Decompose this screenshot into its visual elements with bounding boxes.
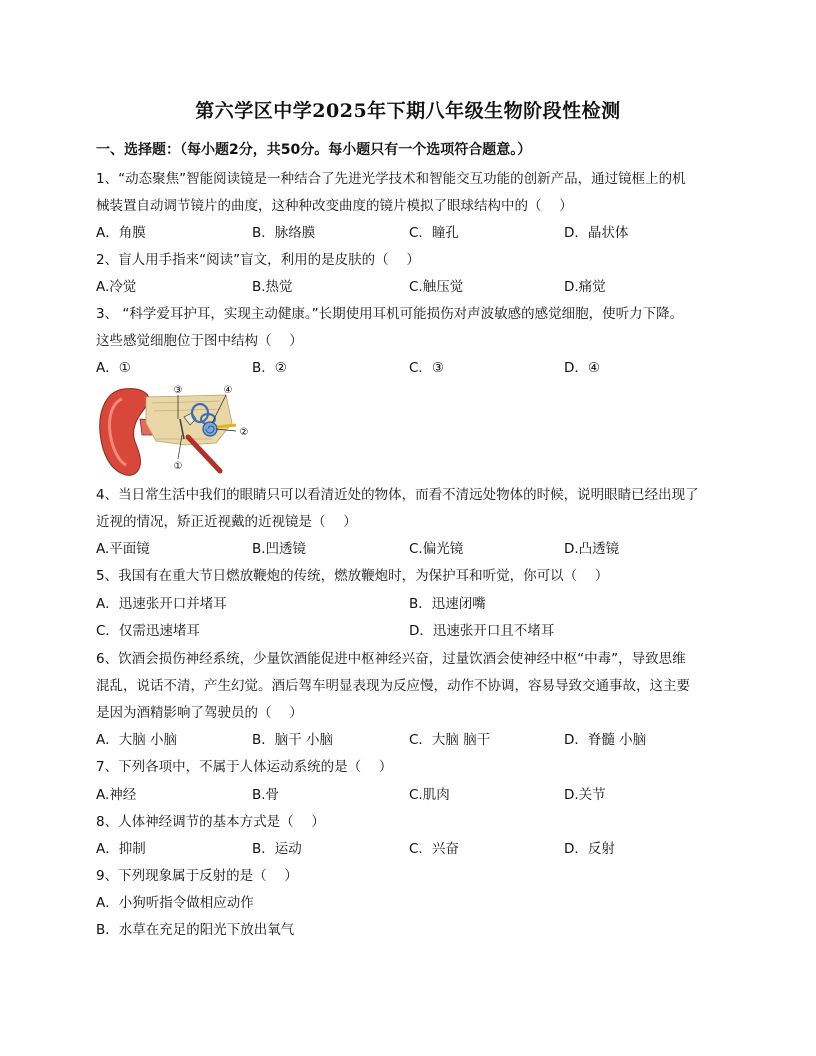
question-3-line-1: 3、 “科学爱耳护耳，实现主动健康。”长期使用耳机可能损伤对声波敏感的感觉细胞，使听力下降。 [96,306,684,322]
option-b: B．水草在充足的阳光下放出氧气 [96,922,295,938]
option-a: A．迅速张开口并堵耳 [96,596,227,612]
option-a: A．抑制 [96,841,146,857]
option-d: D．晶状体 [564,225,629,241]
option-a: A．① [96,360,131,376]
question-3-line-2: 这些感觉细胞位于图中结构（ ） [96,333,303,349]
question-6-line-3: 是因为酒精影响了驾驶员的（ ） [96,705,303,721]
question-6-line-1: 6、饮酒会损伤神经系统，少量饮酒能促进中枢神经兴奋，过量饮酒会使神经中枢“中毒”，导致思维 [96,651,686,667]
option-a: A．小狗听指令做相应动作 [96,895,254,911]
option-c: C．瞳孔 [409,225,459,241]
option-c: C．仅需迅速堵耳 [96,623,200,639]
option-d: D．脊髓 小脑 [564,732,647,748]
figure-label-2: ② [239,427,249,438]
question-7-line-1: 7、下列各项中，不属于人体运动系统的是（ ） [96,759,393,775]
exam-title: 第六学区中学2025年下期八年级生物阶段性检测 [195,100,621,122]
question-6-line-2: 混乱，说话不清，产生幻觉。酒后驾车明显表现为反应慢，动作不协调，容易导致交通事故，这主要 [96,678,690,694]
question-9-line-1: 9、下列现象属于反射的是（ ） [96,868,298,884]
option-d: D.痛觉 [564,279,606,295]
question-5-options-row-2 [96,622,736,640]
option-c: C．③ [409,360,445,376]
question-4-line-1: 4、当日常生活中我们的眼睛只可以看清近处的物体，而看不清远处物体的时候，说明眼睛已经出现了 [96,487,699,503]
option-b: B．② [252,360,287,376]
option-d: D．④ [564,360,600,376]
option-b: B．运动 [252,841,302,857]
question-8-options [96,840,736,858]
option-a: A．角膜 [96,225,146,241]
question-1-options [96,224,736,242]
question-7-options [96,786,736,804]
question-5-line-1: 5、我国有在重大节日燃放鞭炮的传统，燃放鞭炮时，为保护耳和听觉，你可以（ ） [96,568,609,584]
option-b: B.凹透镜 [252,541,307,557]
section-heading: 一、选择题：（每小题2分，共50分。每小题只有一个选项符合题意。） [96,142,532,158]
option-a: A.冷觉 [96,279,137,295]
ear-structure-figure [96,383,258,477]
option-c: C.偏光镜 [409,541,464,557]
option-c: C.触压觉 [409,279,464,295]
option-b: B．迅速闭嘴 [409,596,486,612]
option-d: D．迅速张开口且不堵耳 [409,623,555,639]
question-8-line-1: 8、人体神经调节的基本方式是（ ） [96,814,325,830]
figure-label-1: ① [173,461,183,472]
option-c: C.肌肉 [409,787,450,803]
question-6-options [96,731,736,749]
figure-label-3: ③ [173,385,183,396]
option-a: A.神经 [96,787,137,803]
question-2-options [96,278,736,296]
option-b: B.骨 [252,787,280,803]
question-2-line-1: 2、盲人用手指来“阅读”盲文，利用的是皮肤的（ ） [96,252,420,268]
option-a: A．大脑 小脑 [96,732,178,748]
question-4-line-2: 近视的情况，矫正近视戴的近视镜是（ ） [96,514,357,530]
question-1-line-1: 1、“动态聚焦”智能阅读镜是一种结合了先进光学技术和智能交互功能的创新产品，通过镜框上的机 [96,171,686,187]
option-b: B．脑干 小脑 [252,732,334,748]
question-1-line-2: 械装置自动调节镜片的曲度，这种种改变曲度的镜片模拟了眼球结构中的（ ） [96,198,573,214]
option-d: D.凸透镜 [564,541,620,557]
option-c: C．兴奋 [409,841,459,857]
question-4-options [96,540,736,558]
question-3-options [96,359,736,377]
option-d: D.关节 [564,787,606,803]
option-d: D．反射 [564,841,615,857]
question-5-options-row-1 [96,595,736,613]
option-b: B．脉络膜 [252,225,316,241]
option-a: A.平面镜 [96,541,150,557]
figure-label-4: ④ [223,385,233,396]
option-c: C．大脑 脑干 [409,732,491,748]
option-b: B.热觉 [252,279,293,295]
